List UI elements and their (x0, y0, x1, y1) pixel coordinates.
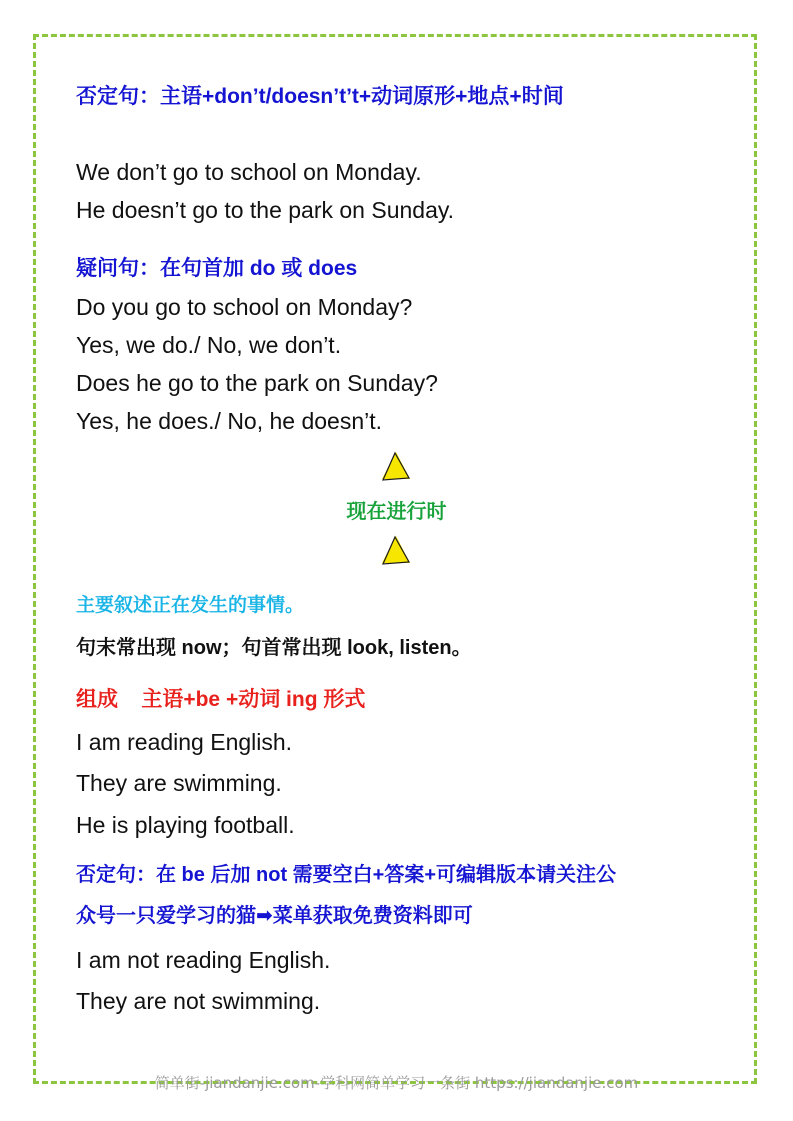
triangle-icon-top (379, 449, 413, 483)
question-rule-heading: 疑问句：在句首加 do 或 does (76, 257, 358, 280)
question-example-1: Do you go to school on Monday? (76, 294, 413, 320)
signal-words-text: 句末常出现 now；句首常出现 look, listen。 (76, 637, 472, 659)
continuous-example-3: He is playing football. (76, 812, 295, 838)
question-example-4: Yes, he does./ No, he doesn’t. (76, 408, 383, 434)
question-example-3: Does he go to the park on Sunday? (76, 370, 438, 396)
triangle-icon-bottom (379, 533, 413, 567)
continuous-negative-example-1: I am not reading English. (76, 947, 331, 973)
question-example-2: Yes, we do./ No, we don’t. (76, 332, 342, 358)
negative-example-2: He doesn’t go to the park on Sunday. (76, 197, 455, 223)
continuous-example-1: I am reading English. (76, 729, 293, 755)
continuous-negative-rule-line1: 否定句：在 be 后加 not 需要空白+答案+可编辑版本请关注公 (76, 864, 617, 886)
continuous-example-2: They are swimming. (76, 770, 282, 796)
continuous-negative-rule-line2: 众号一只爱学习的猫➡菜单获取免费资料即可 (76, 905, 473, 927)
continuous-negative-example-2: They are not swimming. (76, 988, 321, 1014)
present-continuous-title: 现在进行时 (346, 501, 447, 523)
negative-rule-heading: 否定句：主语+don’t/doesn’t’t+动词原形+地点+时间 (76, 85, 564, 108)
negative-example-1: We don’t go to school on Monday. (76, 159, 422, 185)
footer-watermark: 简单街-jiandanjie.com-学科网简单学习一条街 https://jiandanjie.com (154, 1074, 639, 1092)
description-text: 主要叙述正在发生的事情。 (76, 595, 305, 616)
structure-heading: 组成 主语+be +动词 ing 形式 (76, 688, 366, 711)
